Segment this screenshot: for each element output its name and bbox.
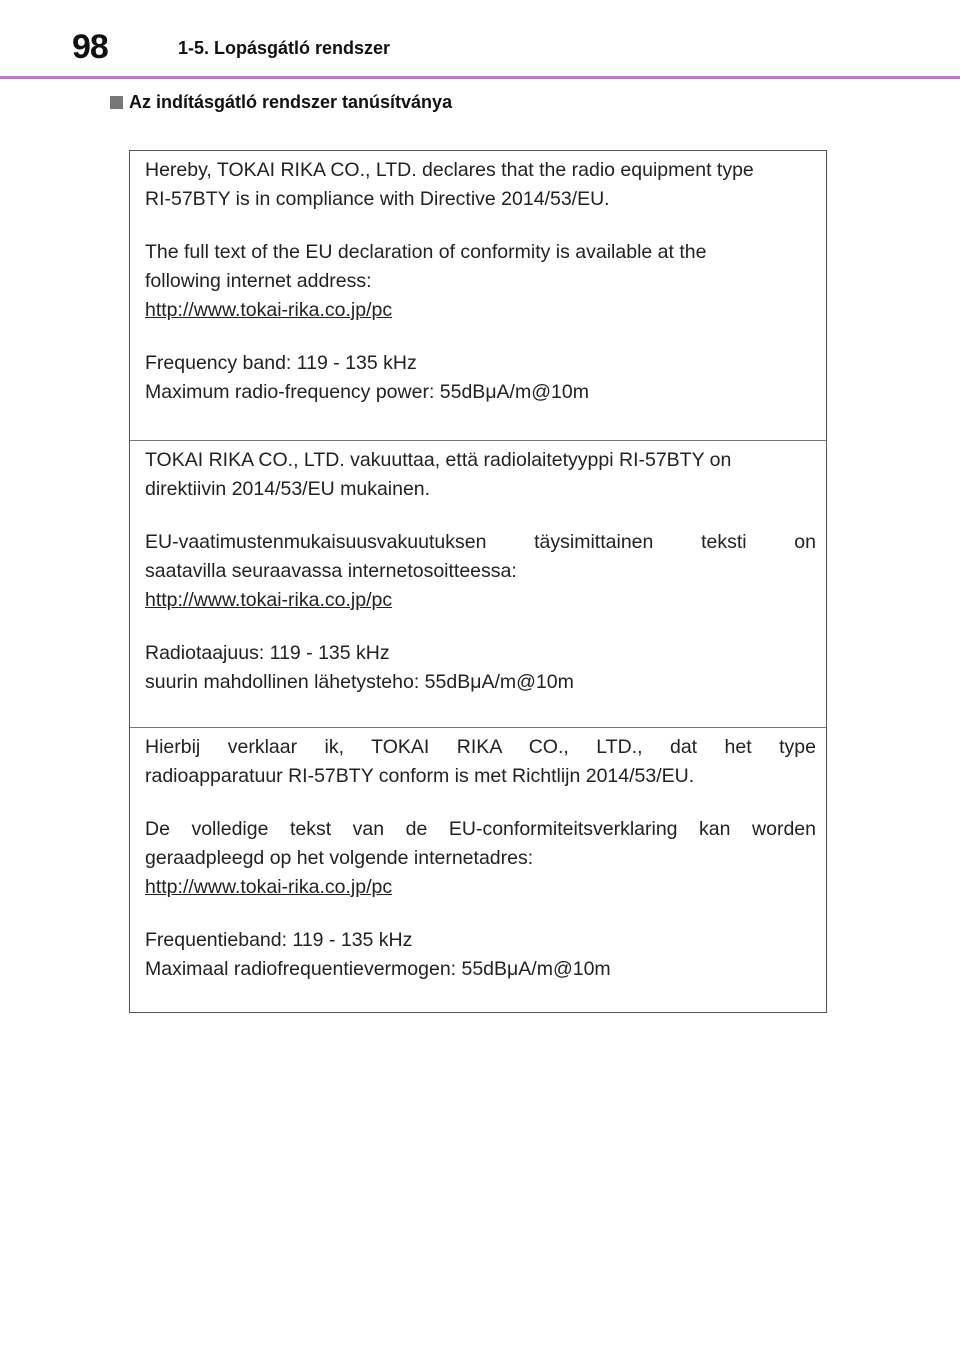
declaration-url-link[interactable]: http://www.tokai-rika.co.jp/pc: [145, 589, 393, 611]
page-number: 98: [72, 28, 108, 66]
declaration-line: direktiivin 2014/53/EU mukainen.: [145, 478, 431, 500]
certificate-block-dutch: [130, 728, 826, 1012]
certificate-table: [129, 150, 827, 1013]
certificate-block-english: [130, 151, 826, 441]
declaration-line: radioapparatuur RI-57BTY conform is met Richtlijn 2014/53/EU.: [145, 765, 695, 787]
max-power: suurin mahdollinen lähetysteho: 55dBμA/m@10m: [145, 671, 574, 693]
page-header: [0, 0, 960, 78]
header-divider: [0, 76, 960, 79]
availability-line: The full text of the EU declaration of conformity is available at the: [145, 241, 707, 263]
chapter-title: 1-5. Lopásgátló rendszer: [178, 38, 391, 58]
max-power: Maximum radio-frequency power: 55dBμA/m@10m: [145, 381, 589, 403]
square-bullet-icon: [110, 96, 123, 109]
section-heading-text: Az indításgátló rendszer tanúsítványa: [129, 92, 453, 112]
frequency-band: Frequency band: 119 - 135 kHz: [145, 352, 417, 374]
section-heading: [110, 92, 452, 113]
availability-line: geraadpleegd op het volgende internetadres:: [145, 847, 534, 869]
frequency-band: Frequentieband: 119 - 135 kHz: [145, 929, 413, 951]
max-power: Maximaal radiofrequentievermogen: 55dBμA/m@10m: [145, 958, 611, 980]
frequency-band: Radiotaajuus: 119 - 135 kHz: [145, 642, 390, 664]
availability-line: following internet address:: [145, 270, 372, 292]
certificate-block-finnish: [130, 441, 826, 728]
availability-line: saatavilla seuraavassa internetosoitteessa:: [145, 560, 517, 582]
availability-line: De volledige tekst van de EU-conformiteitsverklaring kan worden: [145, 818, 816, 840]
declaration-line: TOKAI RIKA CO., LTD. vakuuttaa, että radiolaitetyyppi RI-57BTY on: [145, 449, 732, 471]
declaration-url-link[interactable]: http://www.tokai-rika.co.jp/pc: [145, 299, 393, 321]
declaration-line: RI-57BTY is in compliance with Directive 2014/53/EU.: [145, 188, 610, 210]
declaration-line: Hierbij verklaar ik, TOKAI RIKA CO., LTD., dat het type: [145, 736, 816, 758]
availability-line: EU-vaatimustenmukaisuusvakuutuksen täysimittainen teksti on: [145, 531, 816, 553]
declaration-line: Hereby, TOKAI RIKA CO., LTD. declares that the radio equipment type: [145, 159, 754, 181]
declaration-url-link[interactable]: http://www.tokai-rika.co.jp/pc: [145, 876, 393, 898]
